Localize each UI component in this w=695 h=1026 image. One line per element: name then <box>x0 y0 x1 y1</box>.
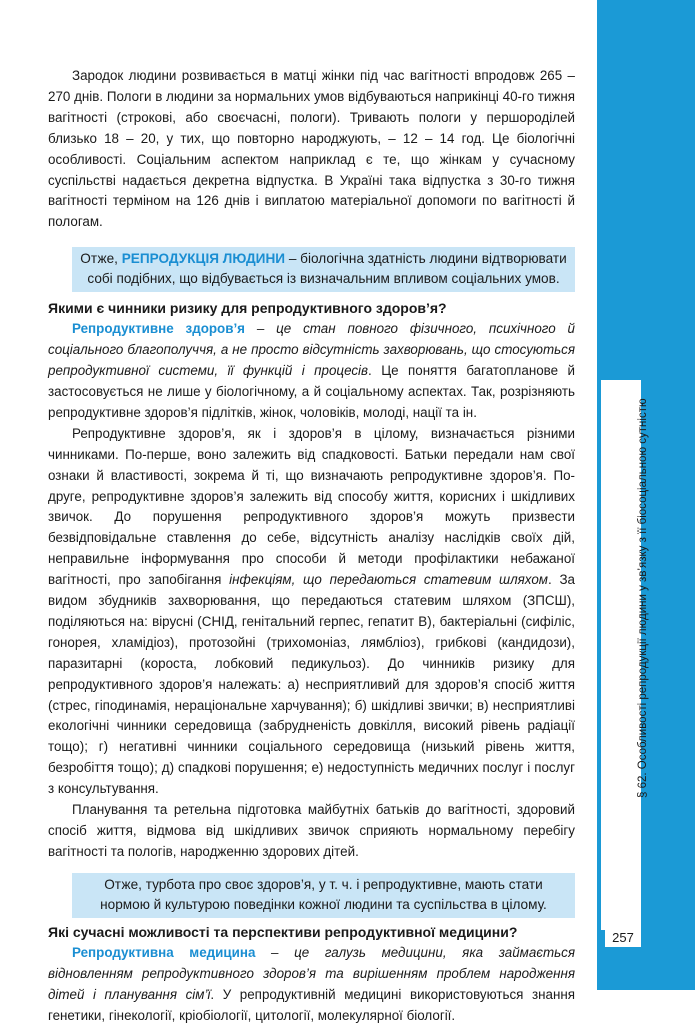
term-reproductive-medicine: Репродуктивна медицина <box>72 944 256 960</box>
box-lead: Отже, <box>80 251 122 267</box>
section-heading-reproductive-medicine: Які сучасні можливості та перспективи репродуктивної медицини? <box>48 923 518 940</box>
section-heading-risk-factors: Якими є чинники ризику для репродуктивного здоров’я? <box>48 300 447 317</box>
running-head: § 62. Особливості репродукції людини у зв’язку з її біосоціальною сутністю <box>637 398 649 798</box>
conclusion-box-reproduction <box>72 247 575 292</box>
conclusion-box-health-care <box>72 873 575 918</box>
box-term: РЕПРОДУКЦІЯ ЛЮДИНИ <box>121 251 286 267</box>
definition-text: – це стан повного фізичного, психічного й соціального благополуччя, а не просто відсутність захворювань, що стосуються репродуктивної системи, її функцій і процесів <box>48 321 575 379</box>
paragraph-planning: Планування та ретельна підготовка майбутніх батьків до вагітності, здоровий спосіб життя, відмова від шкідливих звичок сприяють нормальному перебігу вагітності та пологів, народженню здорових дітей. <box>48 802 575 859</box>
definition-text: – це галузь медицини, яка займається відновленням репродуктивного здоров’я та вирішенням проблем народження дітей і планування сім’ї <box>48 944 575 1002</box>
paragraph-text: . За видом збудників захворювання, що передаються статевим шляхом (ЗПСШ), поділяються на: вірусні (СНІД, генітальний герпес, гепатит В), бактеріальні (сифіліс, гонорея, хламідіоз), протозойні (трихомоніаз, лямбліоз), грибкові (кандидози), паразитарні (короста, лобковий педикульоз). До чинників ризику для репродуктивного здоров’я належать: а) несприятливий для здоров’я спосіб життя (стрес, гіподинамія, нераціональне харчування); б) шкідливі звички; в) несприятливі екологічні чинники середовища (забрудненість довкілля, високий рівень радіації тощо); г) негативні чинники соціального середовища (низький рівень життя, безробіття тощо); д) спадкові порушення; е) недоступність медичних послуг і послуг з консультування. <box>48 572 575 797</box>
paragraph-text: . У репродуктивній медицині використовуються знання генетики, гінекології, кріобіології, цитології, молекулярної біології. <box>48 986 575 1023</box>
box-text: Отже, турбота про своє здоров’я, у т. ч. і репродуктивне, мають стати нормою й культурою поведінки кожної людини та суспільства в цілому. <box>100 876 547 912</box>
page-number: 257 <box>605 928 641 947</box>
emphasis-sti: інфекціям, що передаються статевим шляхом <box>229 572 548 588</box>
page-content <box>48 66 575 1026</box>
paragraph-reproductive-health-def <box>48 319 575 424</box>
paragraph-risk-factors <box>48 424 575 800</box>
paragraph-text: Репродуктивне здоров’я, як і здоров’я в цілому, визначається різними чинниками. По-перше, воно залежить від спадковості. Батьки передали нам свої ознаки й властивості, зокрема й ті, що визначають репродуктивне здоров’я. По-друге, репродуктивне здоров’я залежить від способу життя, корисних і шкідливих звичок. До порушення репродуктивного здоров’я можуть призвести безвідповідальне ставлення до себе, відсутність аналізу наслідків своїх дій, неправильне інформування про способи й методи профілактики небажаної вагітності, про запобігання <box>48 425 575 588</box>
box-text: – біологічна здатність людини відтворювати собі подібних, що відбувається із визначальним впливом соціальних умов. <box>87 251 567 287</box>
paragraph-pregnancy: Зародок людини розвивається в матці жінки під час вагітності впродовж 265 – 270 днів. Пологи в людини за нормальних умов відбуваються наприкінці 40-го тижня вагітності (строкові, або своєчасні, пологи). Тривають пологи у першородiлей близько 18 – 20, у тих, що повторно народжують, – 12 – 14 год. Це біологічні особливості. Соціальним аспектом наприклад є те, що жінкам у сучасному суспільстві надається декретна відпустка. В Україні така відпустка з 30-го тижня вагітності терміном на 126 днів і виплатою матеріальної допомоги по вагітності й пологам. <box>48 68 575 230</box>
paragraph-text: . Це поняття багатопланове й застосовується не лише у біологічному, а й соціальному аспектах. Так, розрізняють репродуктивне здоров’я підлітків, жінок, чоловіків, молоді, нації та ін. <box>48 363 576 420</box>
paragraph-reproductive-medicine <box>48 943 575 1026</box>
term-reproductive-health: Репродуктивне здоров’я <box>72 321 245 337</box>
